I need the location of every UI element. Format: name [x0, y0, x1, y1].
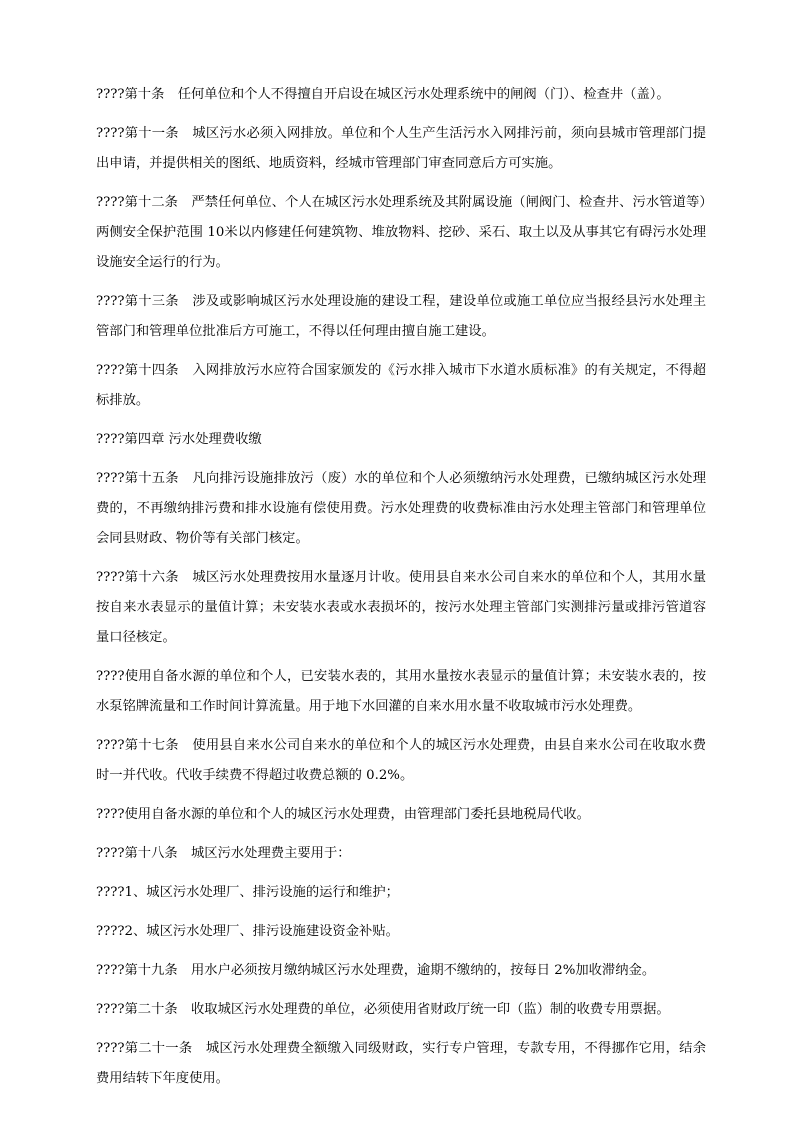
- article-11: ????第十一条 城区污水必须入网排放。单位和个人生产生活污水入网排污前，须向县城市管理部门提出申请，并提供相关的图纸、地质资料，经城市管理部门审查同意后方可实施。: [96, 126, 706, 171]
- article-15: ????第十五条 凡向排污设施排放污（废）水的单位和个人必须缴纳污水处理费，已缴纳城区污水处理费的，不再缴纳排污费和排水设施有偿使用费。污水处理费的收费标准由污水处理主管部门和管理单位会同县财政、物价等有关部门核定。: [96, 471, 706, 546]
- article-18-item-2: ????2、城区污水处理厂、排污设施建设资金补贴。: [96, 924, 399, 939]
- article-14: ????第十四条 入网排放污水应符合国家颁发的《污水排入城市下水道水质标准》的有关规定，不得超标排放。: [96, 363, 706, 408]
- article-20: ????第二十条 收取城区污水处理费的单位，必须使用省财政厅统一印（监）制的收费专用票据。: [96, 1002, 670, 1017]
- article-18-item-1: ????1、城区污水处理厂、排污设施的运行和维护；: [96, 885, 399, 900]
- document-page: [96, 80, 706, 1103]
- article-10: ????第十条 任何单位和个人不得擅自开启设在城区污水处理系统中的闸阀（门）、检查井（盖）。: [96, 87, 670, 102]
- article-16: ????第十六条 城区污水处理费按用水量逐月计收。使用县自来水公司自来水的单位和个人，其用水量按自来水表显示的量值计算；未安装水表或水表损坏的，按污水处理主管部门实测排污量或排污管道容量口径核定。: [96, 570, 706, 645]
- article-17: ????第十七条 使用县自来水公司自来水的单位和个人的城区污水处理费，由县自来水公司在收取水费时一并代收。代收手续费不得超过收费总额的 0.2%。: [96, 738, 706, 783]
- article-12: ????第十二条 严禁任何单位、个人在城区污水处理系统及其附属设施（闸阀门、检查井、污水管道等）两侧安全保护范围 10米以内修建任何建筑物、堆放物料、挖砂、采石、取土以及从事其它有碍污水处理设施安全运行的行为。: [96, 195, 706, 270]
- article-13: ????第十三条 涉及或影响城区污水处理设施的建设工程，建设单位或施工单位应当报经县污水处理主管部门和管理单位批准后方可施工，不得以任何理由擅自施工建设。: [96, 294, 706, 339]
- article-21: ????第二十一条 城区污水处理费全额缴入同级财政，实行专户管理，专款专用，不得挪作它用，结余费用结转下年度使用。: [96, 1041, 706, 1086]
- chapter-4-heading: ????第四章 污水处理费收缴: [96, 432, 262, 447]
- article-19: ????第十九条 用水户必须按月缴纳城区污水处理费，逾期不缴纳的，按每日 2%加收滞纳金。: [96, 963, 656, 978]
- article-18: ????第十八条 城区污水处理费主要用于：: [96, 846, 351, 861]
- article-17-clause-2: ????使用自备水源的单位和个人的城区污水处理费，由管理部门委托县地税局代收。: [96, 807, 590, 822]
- article-16-clause-2: ????使用自备水源的单位和个人，已安装水表的，其用水量按水表显示的量值计算；未安装水表的，按水泵铭牌流量和工作时间计算流量。用于地下水回灌的自来水用水量不收取城市污水处理费。: [96, 669, 706, 714]
